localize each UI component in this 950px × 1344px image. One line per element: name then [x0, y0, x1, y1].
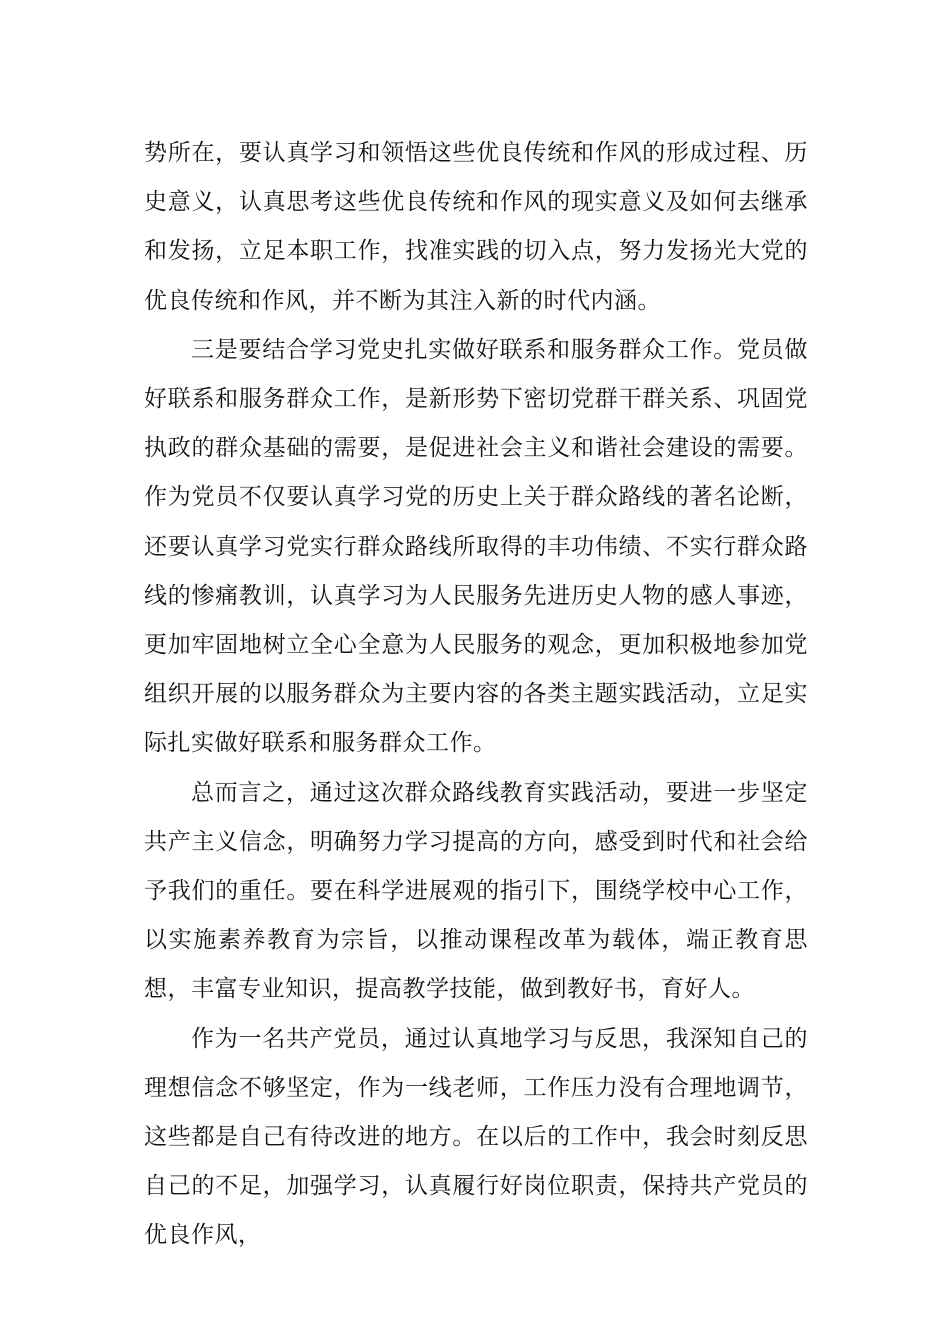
- paragraph-continuation: 势所在，要认真学习和领悟这些优良传统和作风的形成过程、历史意义，认真思考这些优良传统和作风的现实意义及如何去继承和发扬，立足本职工作，找准实践的切入点，努力发扬光大党的优良传统和作风，并不断为其注入新的时代内涵。: [144, 140, 808, 314]
- paragraph-summary: 总而言之，通过这次群众路线教育实践活动，要进一步坚定共产主义信念，明确努力学习提高的方向，感受到时代和社会给予我们的重任。要在科学进展观的指引下，围绕学校中心工作，以实施素养教育为宗旨，以推动课程改革为载体，端正教育思想，丰富专业知识，提高教学技能，做到教好书，育好人。: [144, 779, 808, 1003]
- paragraph-self-reflection: 作为一名共产党员，通过认真地学习与反思，我深知自己的理想信念不够坚定，作为一线老师，工作压力没有合理地调节，这些都是自己有待改进的地方。在以后的工作中，我会时刻反思自己的不足，加强学习，认真履行好岗位职责，保持共产党员的优良作风，: [144, 1025, 808, 1249]
- document-body: [144, 129, 808, 1261]
- paragraph-mass-work: 三是要结合学习党史扎实做好联系和服务群众工作。党员做好联系和服务群众工作，是新形势下密切党群干群关系、巩固党执政的群众基础的需要，是促进社会主义和谐社会建设的需要。作为党员不仅要认真学习党的历史上关于群众路线的著名论断，还要认真学习党实行群众路线所取得的丰功伟绩、不实行群众路线的惨痛教训，认真学习为人民服务先进历史人物的感人事迹，更加牢固地树立全心全意为人民服务的观念，更加积极地参加党组织开展的以服务群众为主要内容的各类主题实践活动，立足实际扎实做好联系和服务群众工作。: [144, 336, 808, 757]
